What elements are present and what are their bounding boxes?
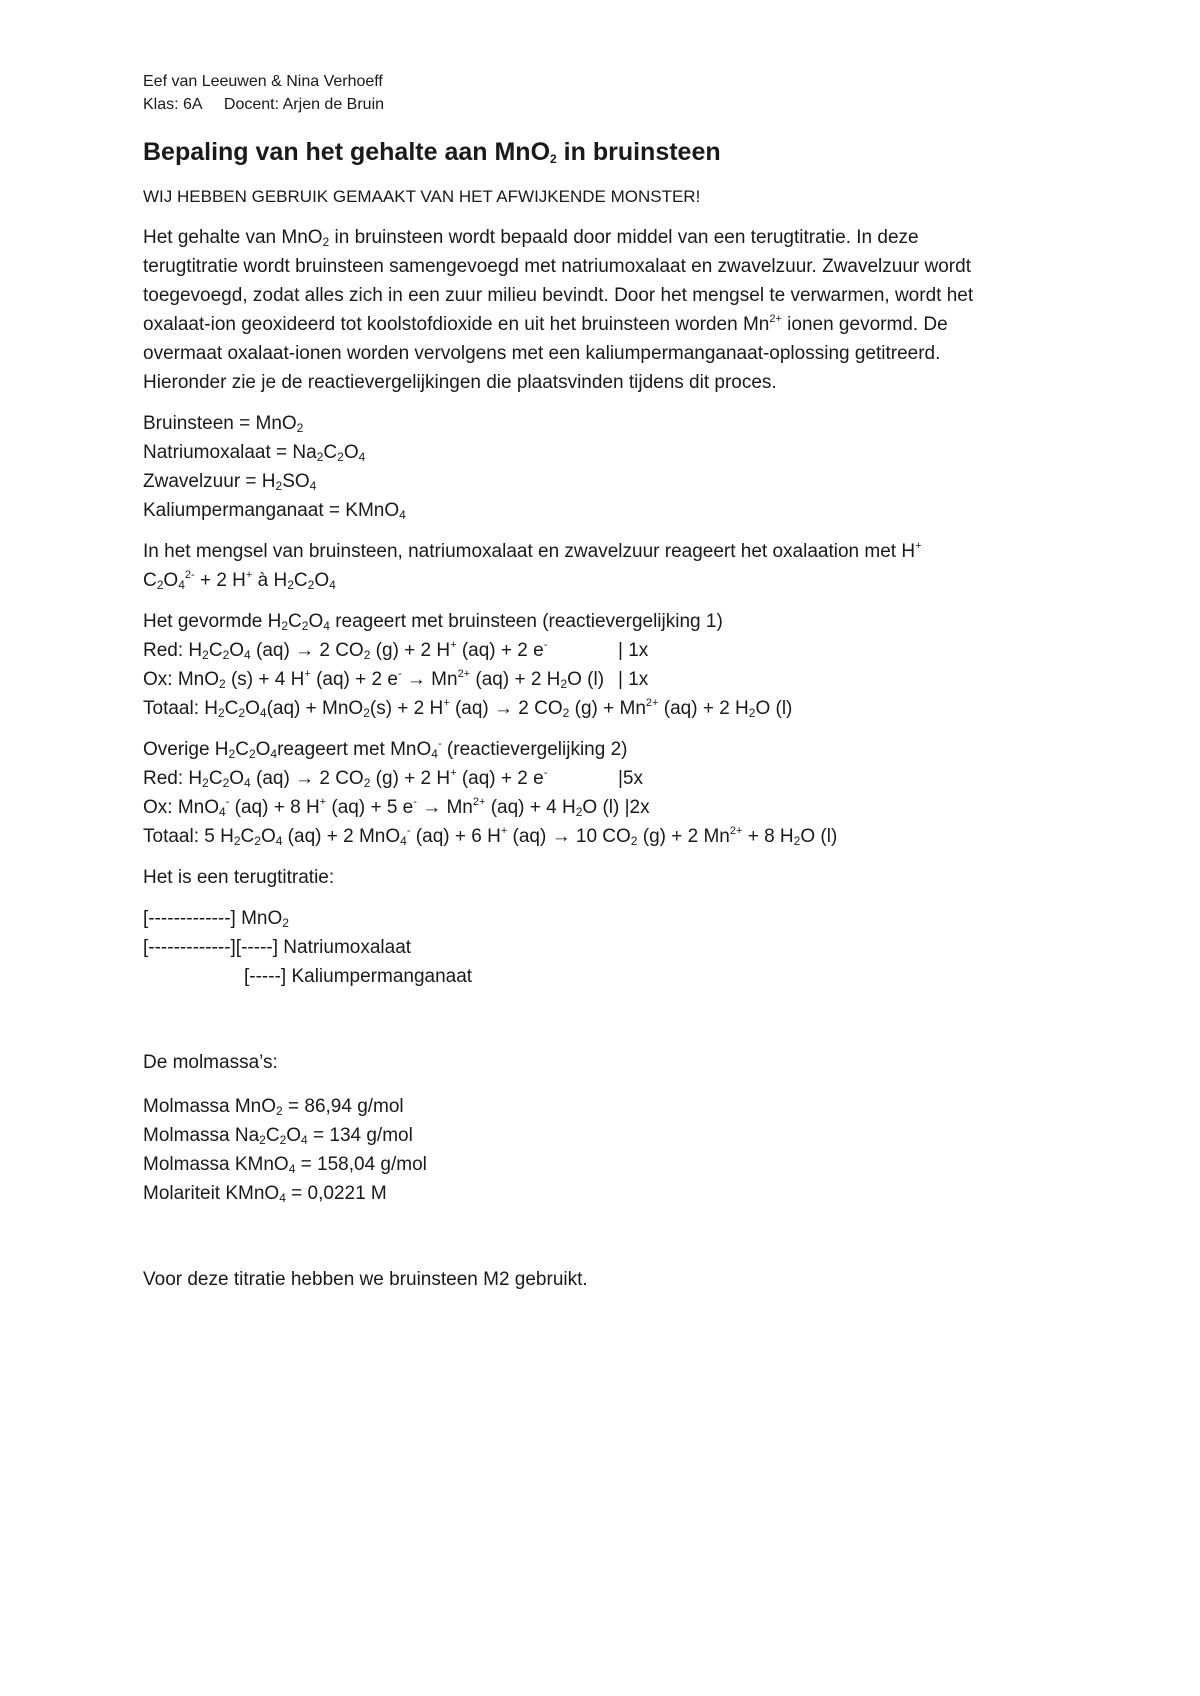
closing-sentence: Voor deze titratie hebben we bruinsteen M2 gebruikt. — [143, 1269, 588, 1290]
compound-names: Bruinsteen = MnO$_2$ Natriumoxalaat = $Na_2C_2O_4$ Zwavelzuur = $H_2SO_4$ Kaliumpermanganaat = KMnO$_4$ — [143, 413, 406, 522]
header — [143, 70, 1103, 116]
class-line: Klas: 6A Docent: Arjen de Bruin — [143, 96, 385, 113]
page-title: Bepaling van het gehalte aan MnO$_2$ in bruinsteen — [143, 138, 721, 166]
molmass-title: De molmassa’s: — [143, 1052, 278, 1073]
authors: Eef van Leeuwen & Nina Verhoeff — [143, 73, 383, 90]
reaction-2: Overige $H_2C_2O_4reageert$ met MnO$_4$- (reactievergelijking 2) Red: $H_2C_2O_4$ (aq) → 2 $CO_2$ (g) + 2 H+ (aq) + 2 e- |5x Ox: MnO$_4$- (aq) + 8 H+ (aq) + 5 $e^- \to Mn^{2+}$ (aq) + 4 $H_2O$ (l) |2x Totaal: 5 $H_2C_2O_4$ (aq) + 2 MnO$_4$- (aq) + 6 H+ (aq) → 10 $CO_2$ (g) + 2 $Mn^{2+} + 8$ $H_2O$ (l) — [143, 738, 838, 848]
intro-paragraph: Het gehalte van MnO$_2$ in bruinsteen wordt bepaald door middel van een terugtitratie. In deze terugtitratie wordt bruinsteen samengevoegd met natriumoxalaat en zwavelzuur. Zwavelzuur wordt toegevoegd, zodat alles zich in een zuur milieu bevindt. Door het mengsel te verwarmen, wordt het oxalaat-ion geoxideerd tot koolstofdioxide en uit het bruinsteen worden $Mn^{2+}$ ionen gevormd. De overmaat oxalaat-ionen worden vervolgens met een kaliumpermanganaat-oplossing getitreerd. Hieronder zie je de reactievergelijkingen die plaatsvinden tijdens dit proces. — [143, 227, 974, 393]
molmass-list: Molmassa MnO$_2$ = 86,94 g/mol Molmassa $Na_2C_2O_4 = 134$ g/mol Molmassa KMnO$_4$ = 158,04 g/mol Molariteit KMnO$_4$ = 0,0221 M — [143, 1096, 427, 1205]
notice: WIJ HEBBEN GEBRUIK GEMAAKT VAN HET AFWIJKENDE MONSTER! — [143, 187, 701, 206]
mix-section: In het mengsel van bruinsteen, natriumoxalaat en zwavelzuur reageert het oxalaation met H+ $C_2O_4^{2-} + 2$ H+ à $H_2C_2O_4$ — [143, 540, 922, 592]
titration-diagram: [-------------] MnO$_2$ [-------------][-----] Natriumoxalaat [-----] Kaliumpermanganaat — [143, 908, 473, 987]
document-content — [143, 70, 1103, 1294]
reaction-1: Het gevormde $H_2C_2O_4$ reageert met bruinsteen (reactievergelijking 1) Red: $H_2C_2O_4$ (aq) → 2 $CO_2$ (g) + 2 H+ (aq) + 2 e- | 1x Ox: MnO$_2$ (s) + 4 H+ (aq) + 2 $e^- \to Mn^{2+}$ (aq) + 2 $H_2O$ (l) | 1x Totaal: $H_2C_2O_4(aq) + MnO_2(s) + 2$ H+ (aq) → 2 $CO_2$ $(g) + Mn^{2+}$ (aq) + 2 $H_2O$ (l) — [143, 611, 793, 720]
back-titration-title: Het is een terugtitratie: — [143, 867, 335, 888]
